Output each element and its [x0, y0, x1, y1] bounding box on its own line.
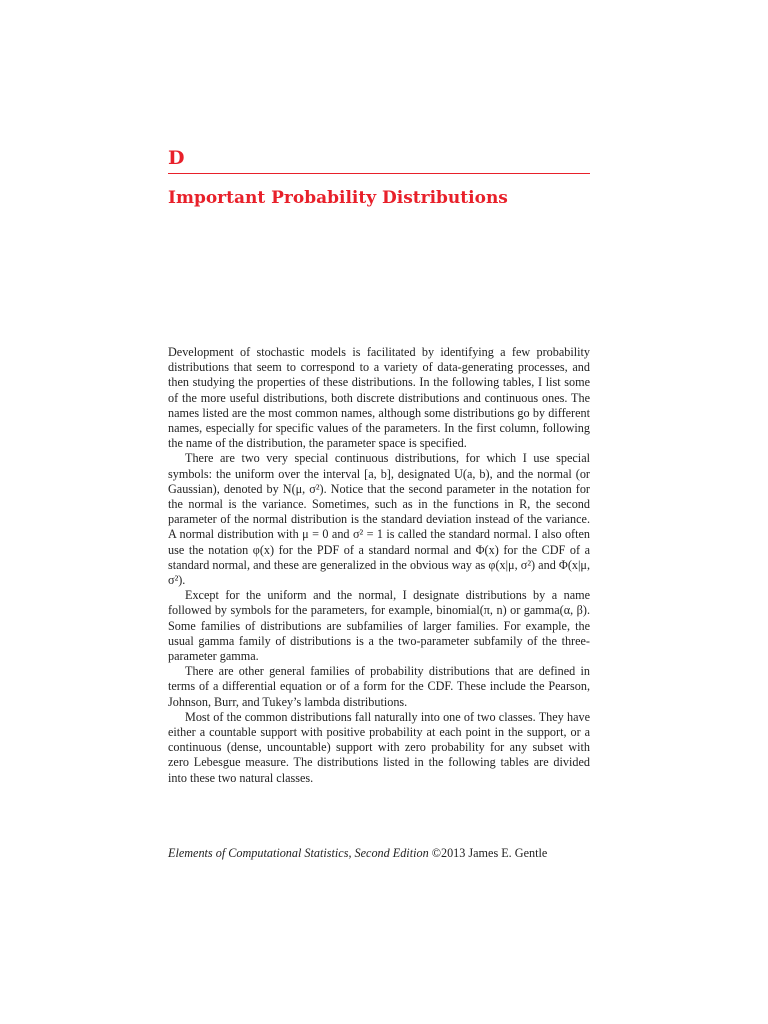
paragraph-special-distributions: There are two very special continuous distributions, for which I use special symbols: the uniform over the interval [a, b], designated U(a, b), and the normal (or Gaussian), denoted by N(μ, σ²). Notice that the second parameter in the notation for the normal is the variance. Sometimes, such as in the functions in R, the second parameter of the normal distribution is the standard deviation instead of the variance. A normal distribution with μ = 0 and σ² = 1 is called the standard normal. I also often use the notation φ(x) for the PDF of a standard normal and Φ(x) for the CDF of a standard normal, and these are generalized in the obvious way as φ(x|μ, σ²) and Φ(x|μ, σ²). — [168, 451, 590, 588]
chapter-divider — [168, 173, 590, 174]
chapter-letter: D — [168, 147, 185, 169]
paragraph-general-families: There are other general families of probability distributions that are defined in terms of a differential equation or of a form for the CDF. These include the Pearson, Johnson, Burr, and Tukey’s lambda distributions. — [168, 664, 590, 709]
paragraph-classes: Most of the common distributions fall naturally into one of two classes. They have either a countable support with positive probability at each point in the support, or a continuous (dense, uncountable) support with zero probability for any subset with zero Lebesgue measure. The distributions listed in the following tables are divided into these two natural classes. — [168, 709, 590, 785]
paragraph-naming: Except for the uniform and the normal, I designate distributions by a name followed by symbols for the parameters, for example, binomial(π, n) or gamma(α, β). Some families of distributions are subfamilies of larger families. For example, the usual gamma family of distributions is a the two-parameter subfamily of the three-parameter gamma. — [168, 588, 590, 664]
copyright-notice: ©2013 James E. Gentle — [428, 846, 548, 860]
body-text — [168, 345, 590, 786]
paragraph-intro: Development of stochastic models is facilitated by identifying a few probability distributions that seem to correspond to a variety of data-generating processes, and then studying the properties of these distributions. In the following tables, I list some of the more useful distributions, both discrete distributions and continuous ones. The names listed are the most common names, although some distributions go by different names, especially for specific values of the parameters. In the first column, following the name of the distribution, the parameter space is specified. — [168, 345, 590, 451]
book-title: Elements of Computational Statistics, Second Edition — [168, 846, 429, 860]
chapter-title: Important Probability Distributions — [168, 188, 508, 208]
copyright-footer — [168, 846, 590, 861]
